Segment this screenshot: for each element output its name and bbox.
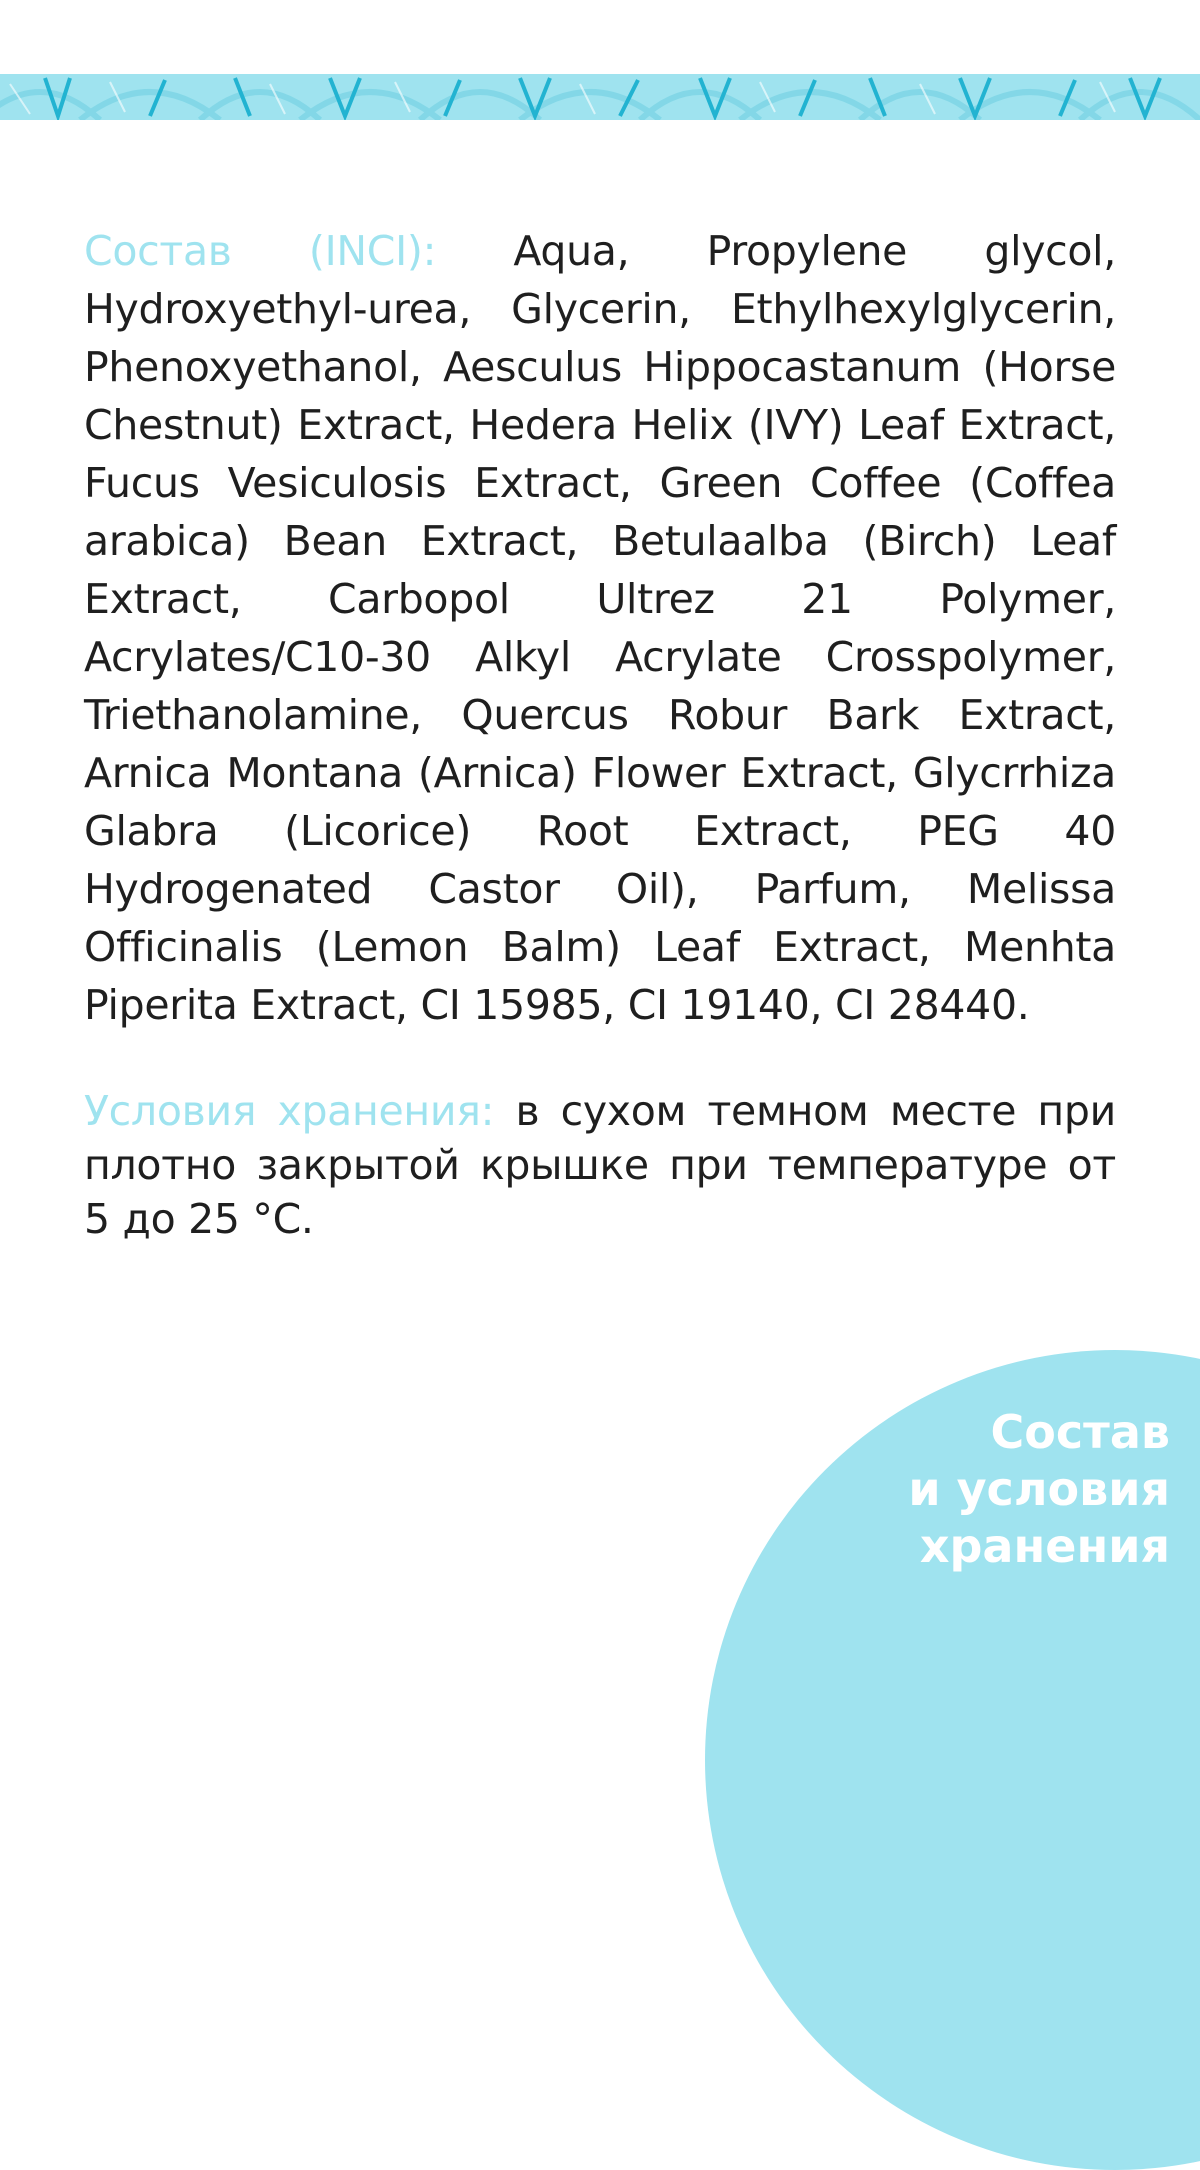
decorative-top-band [0, 74, 1200, 120]
corner-title-line-3: хранения [919, 1519, 1170, 1573]
corner-title-line-2: и условия [908, 1462, 1170, 1516]
storage-text: в сухом темном месте при плотно закрытой крышке при температуре от 5 до 25 °C. [84, 1087, 1116, 1243]
corner-title [908, 1404, 1170, 1575]
composition-label: Состав (INCI): [84, 227, 437, 275]
main-content [84, 222, 1117, 1243]
corner-title-line-1: Состав [990, 1405, 1170, 1459]
wave-pattern-icon [0, 74, 1200, 120]
storage-paragraph [84, 1084, 1116, 1246]
composition-paragraph [84, 222, 1116, 1034]
storage-label: Условия хранения: [84, 1087, 495, 1135]
composition-text: Aqua, Propylene glycol, Hydroxyethyl-urea, Glycerin, Ethylhexylglycerin, Phenoxyethanol, Aesculus Hippocastanum (Horse Chestnut) Extract, Hedera Helix (IVY) Leaf Extract, Fucus Vesiculosis Extract, Green Coffee (Coffea arabica) Bean Extract, Betulaalba (Birch) Leaf Extract, Carbopol Ultrez 21 Polymer, Acrylates/C10-30 Alkyl Acrylate Crosspolymer, Triethanolamine, Quercus Robur Bark Extract, Arnica Montana (Arnica) Flower Extract, Glycrrhiza Glabra (Licorice) Root Extract, PEG 40 Hydrogenated Castor Oil), Parfum, Melissa Officinalis (Lemon Balm) Leaf Extract, Menhta Piperita Extract, CI 15985, CI 19140, CI 28440. [84, 227, 1117, 1029]
